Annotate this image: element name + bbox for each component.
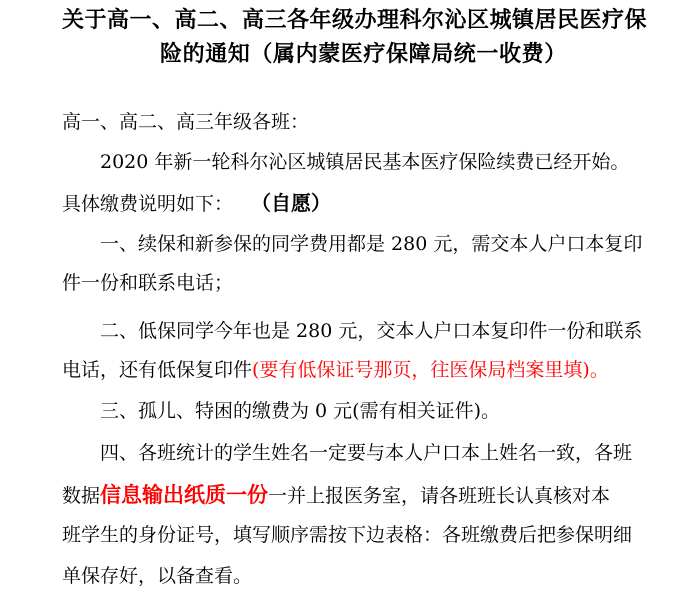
item-4-text-before: 数据 (62, 485, 101, 507)
item-1-line-2: 件一份和联系电话； (62, 272, 234, 294)
item-4-line-3: 班学生的身份证号，填写顺序需按下边表格：各班缴费后把参保明细 (62, 524, 633, 546)
item-4-line-1: 四、各班统计的学生姓名一定要与本人户口本上姓名一致，各班 (100, 442, 633, 464)
item-4-line-2 (62, 482, 610, 509)
item-2-red-note: (要有低保证号那页，往医保局档案里填)。 (252, 359, 609, 381)
item-2-line-1: 二、低保同学今年也是 280 元，交本人户口本复印件一份和联系 (100, 320, 643, 342)
intro-line-1: 2020 年新一轮科尔沁区城镇居民基本医疗保险续费已经开始。 (100, 151, 630, 173)
document-title-line-1: 关于高一、高二、高三各年级办理科尔沁区城镇居民医疗保 (62, 8, 648, 33)
item-4-red-emphasis: 信息输出纸质一份 (100, 483, 269, 507)
salutation: 高一、高二、高三年级各班： (62, 111, 310, 133)
item-2-text: 电话，还有低保复印件 (62, 359, 253, 381)
item-1-line-1: 一、续保和新参保的同学费用都是 280 元，需交本人户口本复印 (100, 233, 643, 255)
voluntary-note: （自愿） (251, 191, 332, 215)
document-title-line-2: 险的通知（属内蒙医疗保障局统一收费） (160, 42, 567, 67)
intro-text: 具体缴费说明如下： (62, 193, 234, 215)
item-4-line-4: 单保存好，以备查看。 (62, 565, 253, 587)
intro-line-2 (62, 190, 331, 217)
item-4-text-after: 一并上报医务室，请各班班长认真核对本 (268, 485, 611, 507)
item-2-line-2 (62, 357, 609, 383)
item-3-line-1: 三、孤儿、特困的缴费为 0 元(需有相关证件)。 (100, 400, 500, 422)
